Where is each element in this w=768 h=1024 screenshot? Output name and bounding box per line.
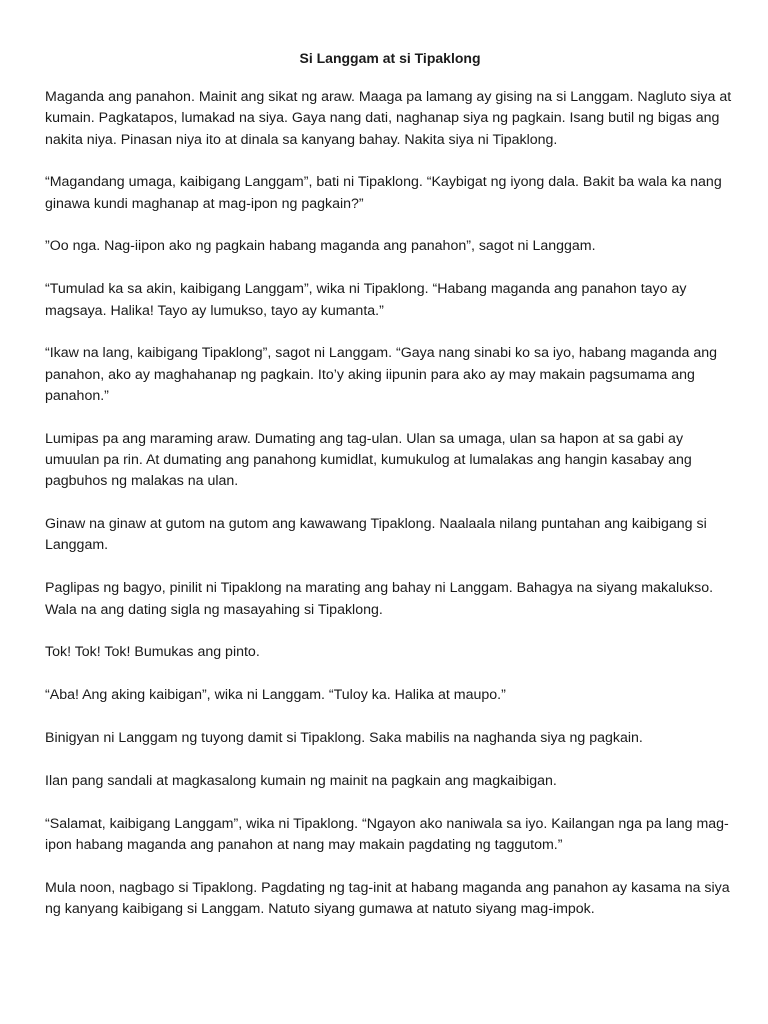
paragraph-1: Maganda ang panahon. Mainit ang sikat ng araw. Maaga pa lamang ay gising na si Langgam. Nagluto siya at kumain. Pagkatapos, lumakad na siya. Gaya nang dati, naghanap siya ng pagkain. Isang butil ng bigas ang nakita niya. Pinasan niya ito at dinala sa kanyang bahay. Nakita siya ni Tipaklong.	[45, 89, 732, 148]
paragraph-2: “Magandang umaga, kaibigang Langgam”, bati ni Tipaklong. “Kaybigat ng iyong dala. Bakit ba wala ka nang ginawa kundi maghanap at mag-ipon ng pagkain?”	[45, 174, 722, 212]
paragraph-9: Tok! Tok! Tok! Bumukas ang pinto.	[45, 644, 260, 661]
paragraph-4: “Tumulad ka sa akin, kaibigang Langgam”, wika ni Tipaklong. “Habang maganda ang panahon tayo ay magsaya. Halika! Tayo ay lumukso, tayo ay kumanta.”	[45, 281, 687, 319]
paragraph-8: Paglipas ng bagyo, pinilit ni Tipaklong na marating ang bahay ni Langgam. Bahagya na siyang makalukso. Wala na ang dating sigla ng masayahing si Tipaklong.	[45, 580, 714, 618]
paragraph-13: “Salamat, kaibigang Langgam”, wika ni Tipaklong. “Ngayon ako naniwala sa iyo. Kailangan nga pa lang mag-ipon habang maganda ang panahon at nang may makain pagdating ng taggutom.”	[45, 815, 729, 853]
document-page	[45, 48, 735, 942]
paragraph-11: Binigyan ni Langgam ng tuyong damit si Tipaklong. Saka mabilis na naghanda siya ng pagkain.	[45, 729, 643, 746]
paragraph-14: Mula noon, nagbago si Tipaklong. Pagdating ng tag-init at habang maganda ang panahon ay kasama na siya ng kanyang kaibigang si Langgam. Natuto siyang gumawa at natuto siyang mag-impok.	[45, 879, 730, 917]
paragraph-12: Ilan pang sandali at magkasalong kumain ng mainit na pagkain ang magkaibigan.	[45, 772, 557, 789]
paragraph-10: “Aba! Ang aking kaibigan”, wika ni Langgam. “Tuloy ka. Halika at maupo.”	[45, 687, 506, 704]
paragraph-7: Ginaw na ginaw at gutom na gutom ang kawawang Tipaklong. Naalaala nilang puntahan ang kaibigang si Langgam.	[45, 516, 707, 554]
paragraph-3: ”Oo nga. Nag-iipon ako ng pagkain habang maganda ang panahon”, sagot ni Langgam.	[45, 238, 596, 255]
paragraph-6: Lumipas pa ang maraming araw. Dumating ang tag-ulan. Ulan sa umaga, ulan sa hapon at sa gabi ay umuulan pa rin. At dumating ang panahong kumidlat, kumukulog at lumalakas ang hangin kasabay ang pagbuhos ng malakas na ulan.	[45, 430, 692, 490]
paragraph-5: “Ikaw na lang, kaibigang Tipaklong”, sagot ni Langgam. “Gaya nang sinabi ko sa iyo, habang maganda ang panahon, ako ay maghahanap ng pagkain. Ito’y aking iipunin para ako ay may makain pagsumama ang panahon.”	[45, 345, 717, 404]
story-title: Si Langgam at si Tipaklong	[299, 50, 481, 66]
